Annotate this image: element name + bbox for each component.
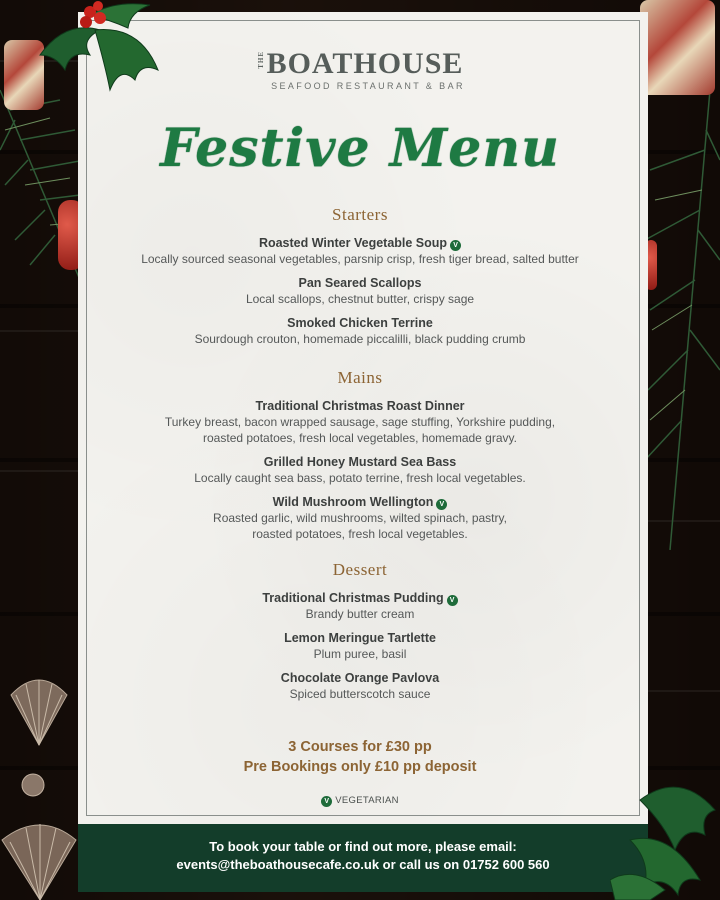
menu-item: [0, 398, 720, 446]
dish-description: Locally caught sea bass, potato terrine, fresh local vegetables.: [194, 471, 526, 485]
dish-name: Roasted Winter Vegetable Soup: [258, 236, 448, 250]
vegetarian-icon: V: [436, 499, 447, 510]
dish-name-row: [0, 454, 720, 470]
menu-item: [0, 590, 720, 622]
menu-section-dessert: [0, 560, 720, 710]
vegetarian-label: VEGETARIAN: [335, 795, 399, 806]
dish-name: Smoked Chicken Terrine: [287, 316, 433, 330]
menu-section-starters: [0, 205, 720, 355]
menu-title: Festive Menu: [160, 118, 560, 179]
restaurant-logo: [0, 48, 720, 91]
booking-footer: [78, 824, 648, 892]
dish-name-row: [0, 494, 720, 510]
menu-item: [0, 494, 720, 542]
menu-section-mains: [0, 368, 720, 550]
dish-description: Sourdough crouton, homemade piccalilli, black pudding crumb: [194, 332, 526, 346]
dish-name: Chocolate Orange Pavlova: [280, 671, 440, 685]
footer-contact[interactable]: events@theboathousecafe.co.uk or call us on 01752 600 560: [176, 857, 550, 872]
logo-prefix: THE: [256, 51, 265, 69]
menu-item: [0, 275, 720, 307]
menu-item: [0, 235, 720, 267]
dish-name-row: [0, 315, 720, 331]
menu-item: [0, 315, 720, 347]
section-heading: Starters: [332, 205, 388, 224]
dish-name-row: [0, 398, 720, 414]
dish-description: roasted potatoes, fresh local vegetables, homemade gravy.: [203, 431, 517, 445]
menu-item: [0, 670, 720, 702]
dish-name: Pan Seared Scallops: [298, 276, 422, 290]
vegetarian-icon: V: [450, 240, 461, 251]
logo-tagline: SEAFOOD RESTAURANT & BAR: [271, 81, 465, 91]
pricing-courses: 3 Courses for £30 pp: [288, 739, 432, 755]
dish-description: Turkey breast, bacon wrapped sausage, sage stuffing, Yorkshire pudding,: [164, 415, 556, 429]
dish-name: Grilled Honey Mustard Sea Bass: [263, 455, 457, 469]
dish-description: roasted potatoes, fresh local vegetables.: [252, 527, 468, 541]
menu-item: [0, 630, 720, 662]
dish-name: Traditional Christmas Pudding: [262, 591, 444, 605]
holly-bottom-right-icon: [610, 770, 720, 900]
logo-name: BOATHOUSE: [266, 47, 464, 80]
dish-name: Wild Mushroom Wellington: [272, 495, 434, 509]
dish-name: Lemon Meringue Tartlette: [284, 631, 436, 645]
dish-description: Spiced butterscotch sauce: [289, 687, 431, 701]
footer-instruction: To book your table or find out more, please email:: [209, 839, 517, 854]
dish-description: Plum puree, basil: [313, 647, 407, 661]
dish-description: Brandy butter cream: [305, 607, 415, 621]
section-heading: Mains: [337, 368, 383, 387]
vegetarian-icon: V: [321, 796, 332, 807]
dish-description: Roasted garlic, wild mushrooms, wilted spinach, pastry,: [213, 511, 507, 525]
dish-name-row: [0, 630, 720, 646]
scallop-shell-bottom-icon: [0, 820, 78, 900]
pricing-deposit: Pre Bookings only £10 pp deposit: [243, 759, 477, 775]
dish-description: Locally sourced seasonal vegetables, parsnip crisp, fresh tiger bread, salted butter: [141, 252, 579, 266]
dish-name-row: [0, 235, 720, 251]
dish-name: Traditional Christmas Roast Dinner: [255, 399, 465, 413]
vegetarian-icon: V: [447, 595, 458, 606]
dish-name-row: [0, 670, 720, 686]
dish-description: Local scallops, chestnut butter, crispy sage: [245, 292, 475, 306]
dish-name-row: [0, 590, 720, 606]
section-heading: Dessert: [332, 560, 388, 579]
menu-item: [0, 454, 720, 486]
dish-name-row: [0, 275, 720, 291]
